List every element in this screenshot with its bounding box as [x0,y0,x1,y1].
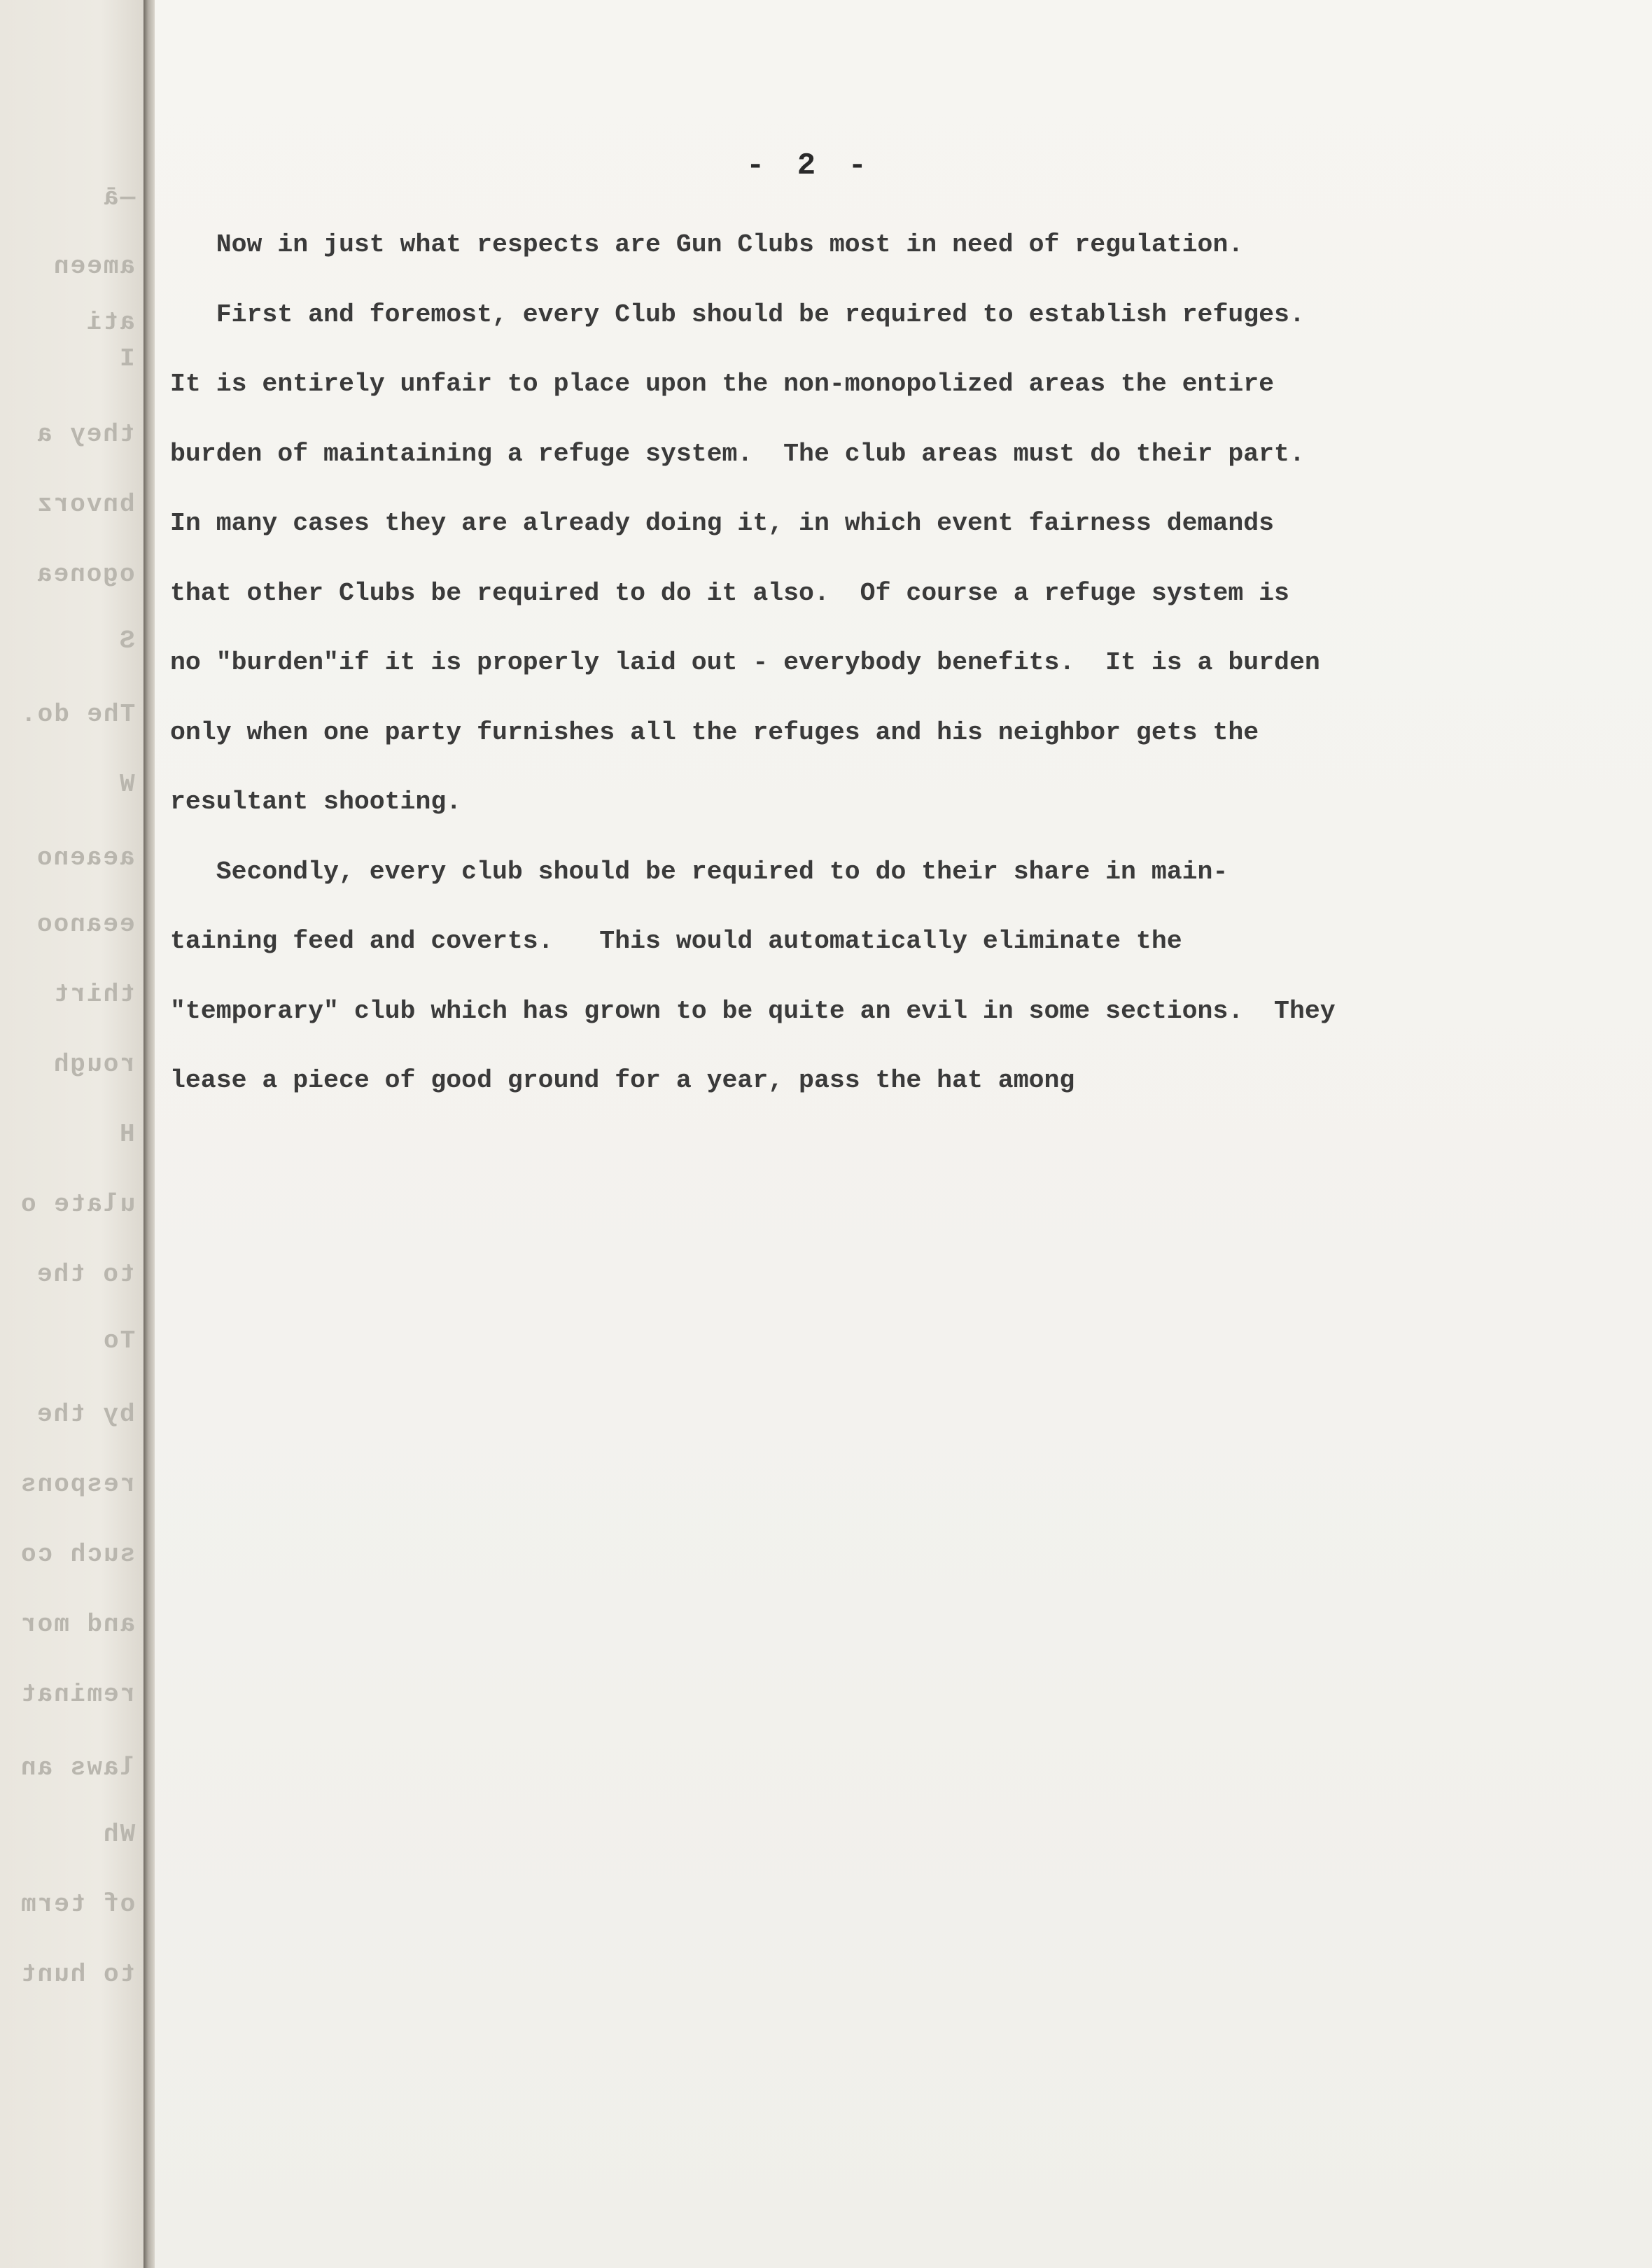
bleed-text-line: respons [19,1470,135,1499]
text-line: Secondly, every club should be required to do their share in main- [170,857,1228,886]
bleed-text-line: The do. [19,700,135,729]
bleed-text-line: ulate o [19,1190,135,1219]
bleed-text-line: To [102,1326,135,1355]
bleed-text-line: of term [19,1890,135,1919]
text-line: only when one party furnishes all the refuges and his neighbor gets the [170,718,1259,747]
bleed-text-line: aeaeno [36,844,135,872]
bleed-text-line: ati [85,308,135,337]
text-line: resultant shooting. [170,788,462,816]
text-line: burden of maintaining a refuge system. The club areas must do their part. [170,439,1305,468]
text-line: First and foremost, every Club should be required to establish refuges. [170,300,1305,329]
bleed-text-line: eeanoo [36,910,135,939]
bleed-text-line: I [118,344,135,373]
text-line: In many cases they are already doing it, in which event fairness demands [170,509,1275,538]
bleed-text-line: Wh [102,1820,135,1849]
bleed-text-line: bnvorz [36,490,135,519]
bleed-text-line: rough [52,1050,135,1079]
bleed-text-line: S [118,626,135,655]
text-line: Now in just what respects are Gun Clubs most in need of regulation. [170,230,1244,259]
bleed-text-line: laws an [19,1754,135,1782]
text-line: lease a piece of good ground for a year, pass the hat among [170,1066,1075,1095]
bleed-text-line: reminat [19,1680,135,1709]
previous-page-edge [0,0,144,2268]
text-line: It is entirely unfair to place upon the non-monopolized areas the entire [170,370,1275,398]
text-line: "temporary" club which has grown to be quite an evil in some sections. They [170,996,1336,1026]
bleed-text-line: to the [36,1260,135,1289]
text-line: taining feed and coverts. This would automatically eliminate the [170,927,1182,955]
bleed-text-line: W [118,770,135,799]
page-number: - 2 - [746,148,874,183]
text-line: that other Clubs be required to do it also. Of course a refuge system is [170,578,1289,608]
typed-page [155,0,1652,2268]
page-binding-gutter [144,0,155,2268]
bleed-text-line: such co [19,1540,135,1569]
bleed-text-line: ameen [52,252,135,281]
bleed-text-line: ogonea [36,560,135,589]
bleed-text-line: to hunt [19,1960,135,1989]
bleed-text-line: they a [36,420,135,449]
typed-body-text [170,210,1647,1116]
bleed-text-line: H [118,1120,135,1149]
bleed-text-line: thirt [52,980,135,1009]
bleed-text-line: —ā [102,183,135,212]
text-line: no "burden"if it is properly laid out - everybody benefits. It is a burden [170,648,1320,677]
bleed-text-line: by the [36,1400,135,1429]
bleed-text-line: and mor [19,1610,135,1639]
